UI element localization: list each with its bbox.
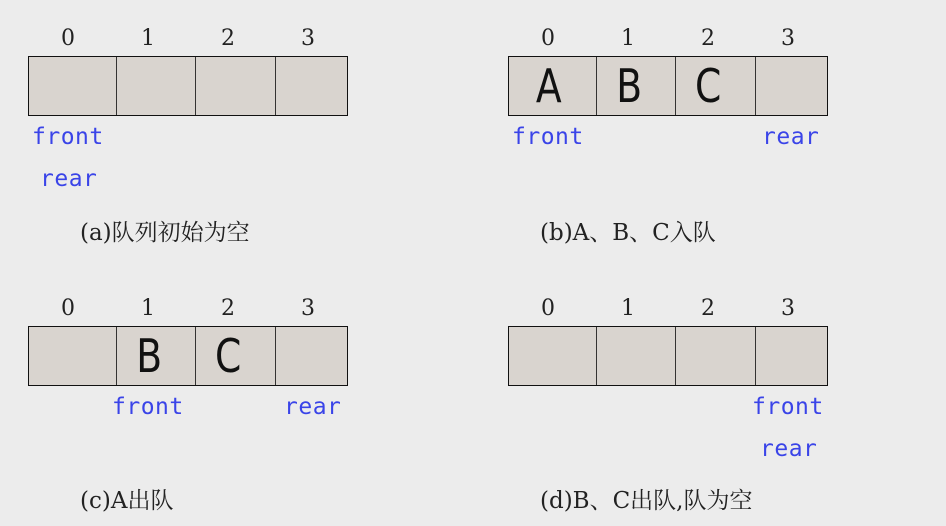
queue-cell	[275, 57, 340, 115]
queue-array	[28, 326, 348, 386]
index-label: 1	[141, 296, 155, 321]
queue-cell	[516, 327, 581, 385]
index-label: 0	[541, 296, 555, 321]
caption-a: (a)队列初始为空	[80, 220, 250, 246]
panel-c	[28, 296, 358, 526]
caption-d: (d)B、C出队,队为空	[540, 488, 753, 514]
caption-c: (c)A出队	[80, 488, 174, 514]
queue-cell	[755, 57, 820, 115]
rear-pointer: rear	[760, 436, 818, 462]
rear-pointer: rear	[284, 394, 342, 420]
index-label: 0	[61, 296, 75, 321]
queue-cell: B	[116, 327, 181, 385]
queue-cell	[36, 57, 101, 115]
queue-cell: C	[675, 57, 740, 115]
front-pointer: front	[752, 394, 824, 420]
queue-array	[28, 56, 348, 116]
queue-cell	[755, 327, 820, 385]
queue-cell	[195, 57, 260, 115]
queue-array	[508, 56, 828, 116]
front-pointer: front	[32, 124, 104, 150]
front-pointer: front	[112, 394, 184, 420]
caption-b: (b)A、B、C入队	[540, 220, 716, 246]
index-label: 3	[781, 26, 795, 51]
index-label: 3	[301, 296, 315, 321]
queue-cell	[675, 327, 740, 385]
queue-cell	[596, 327, 661, 385]
index-label: 0	[541, 26, 555, 51]
index-label: 0	[61, 26, 75, 51]
queue-cell	[275, 327, 340, 385]
index-label: 1	[621, 26, 635, 51]
rear-pointer: rear	[762, 124, 820, 150]
index-label: 3	[301, 26, 315, 51]
index-label: 1	[141, 26, 155, 51]
queue-cell: A	[535, 59, 562, 113]
index-label: 1	[621, 296, 635, 321]
queue-array	[508, 326, 828, 386]
queue-cell: B	[596, 57, 661, 115]
index-label: 2	[701, 296, 715, 321]
index-label: 3	[781, 296, 795, 321]
rear-pointer: rear	[40, 166, 98, 192]
front-pointer: front	[512, 124, 584, 150]
index-label: 2	[221, 26, 235, 51]
index-label: 2	[221, 296, 235, 321]
queue-cell	[116, 57, 181, 115]
index-label: 2	[701, 26, 715, 51]
queue-cell	[36, 327, 101, 385]
queue-cell: C	[195, 327, 260, 385]
